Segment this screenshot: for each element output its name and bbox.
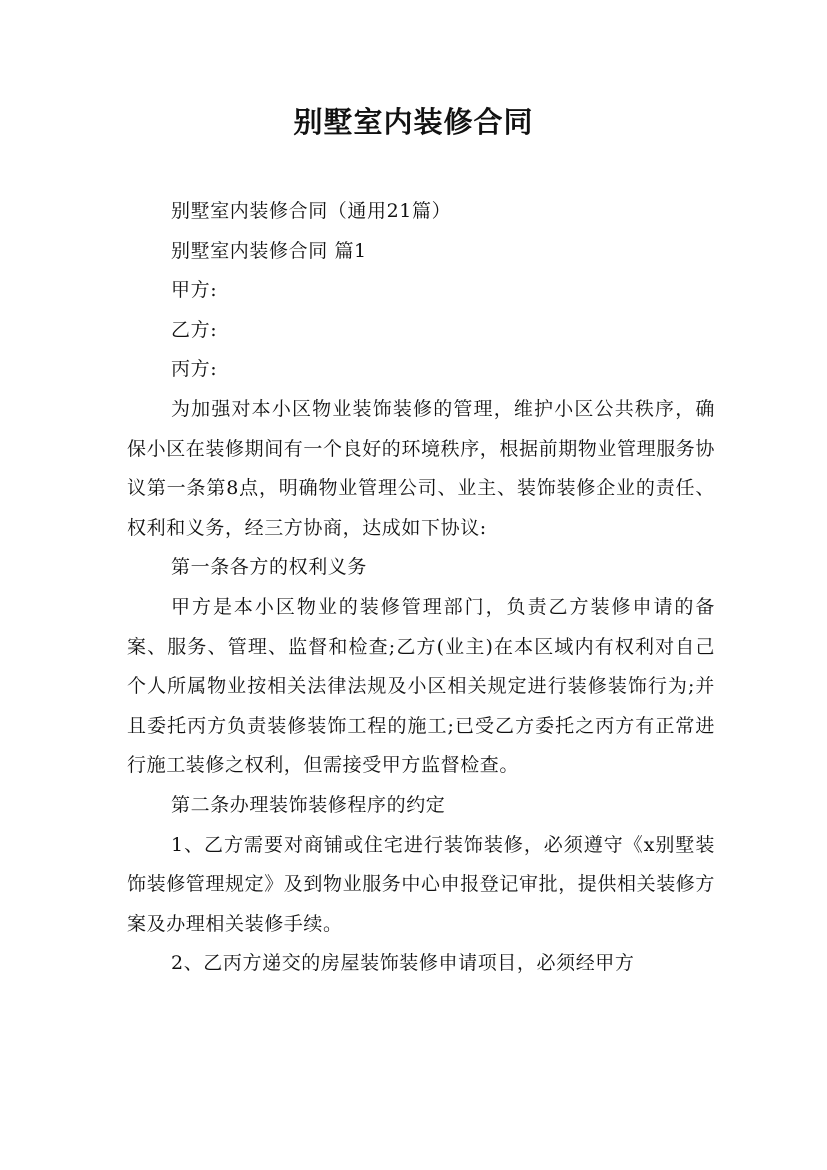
paragraph-subtitle: 别墅室内装修合同（通用21篇） (171, 200, 452, 222)
paragraph-section-heading: 别墅室内装修合同 篇1 (171, 239, 367, 262)
paragraph-article-1-body: 甲方是本小区物业的装修管理部门，负责乙方装修申请的备案、服务、管理、监督和检查;乙方(业主)在本区域内有权利对自己个人所属物业按相关法律法规及小区相关规定进行装修装饰行为;并且委托丙方负责装修装饰工程的施工;已受乙方委托之丙方有正常进行施工装修之权利，但需接受甲方监督检查。 (127, 595, 715, 777)
paragraph-preamble: 为加强对本小区物业装饰装修的管理，维护小区公共秩序，确保小区在装修期间有一个良好的环境秩序，根据前期物业管理服务协议第一条第8点，明确物业管理公司、业主、装饰装修企业的责任、权利和义务，经三方协商，达成如下协议: (127, 397, 716, 539)
paragraph-article-2-item-1: 1、乙方需要对商铺或住宅进行装饰装修，必须遵守《x别墅装饰装修管理规定》及到物业服务中心申报登记审批，提供相关装修方案及办理相关装修手续。 (127, 833, 716, 935)
document-title: 别墅室内装修合同 (293, 105, 534, 139)
paragraph-party-a: 甲方: (171, 279, 218, 302)
paragraph-party-b: 乙方: (171, 318, 218, 341)
paragraph-article-2-heading: 第二条办理装饰装修程序的约定 (171, 793, 446, 816)
document-body (127, 192, 715, 984)
paragraph-article-1-heading: 第一条各方的权利义务 (171, 556, 368, 579)
paragraph-article-2-item-2: 2、乙丙方递交的房屋装饰装修申请项目，必须经甲方 (171, 952, 635, 975)
paragraph-party-c: 丙方: (171, 358, 218, 381)
